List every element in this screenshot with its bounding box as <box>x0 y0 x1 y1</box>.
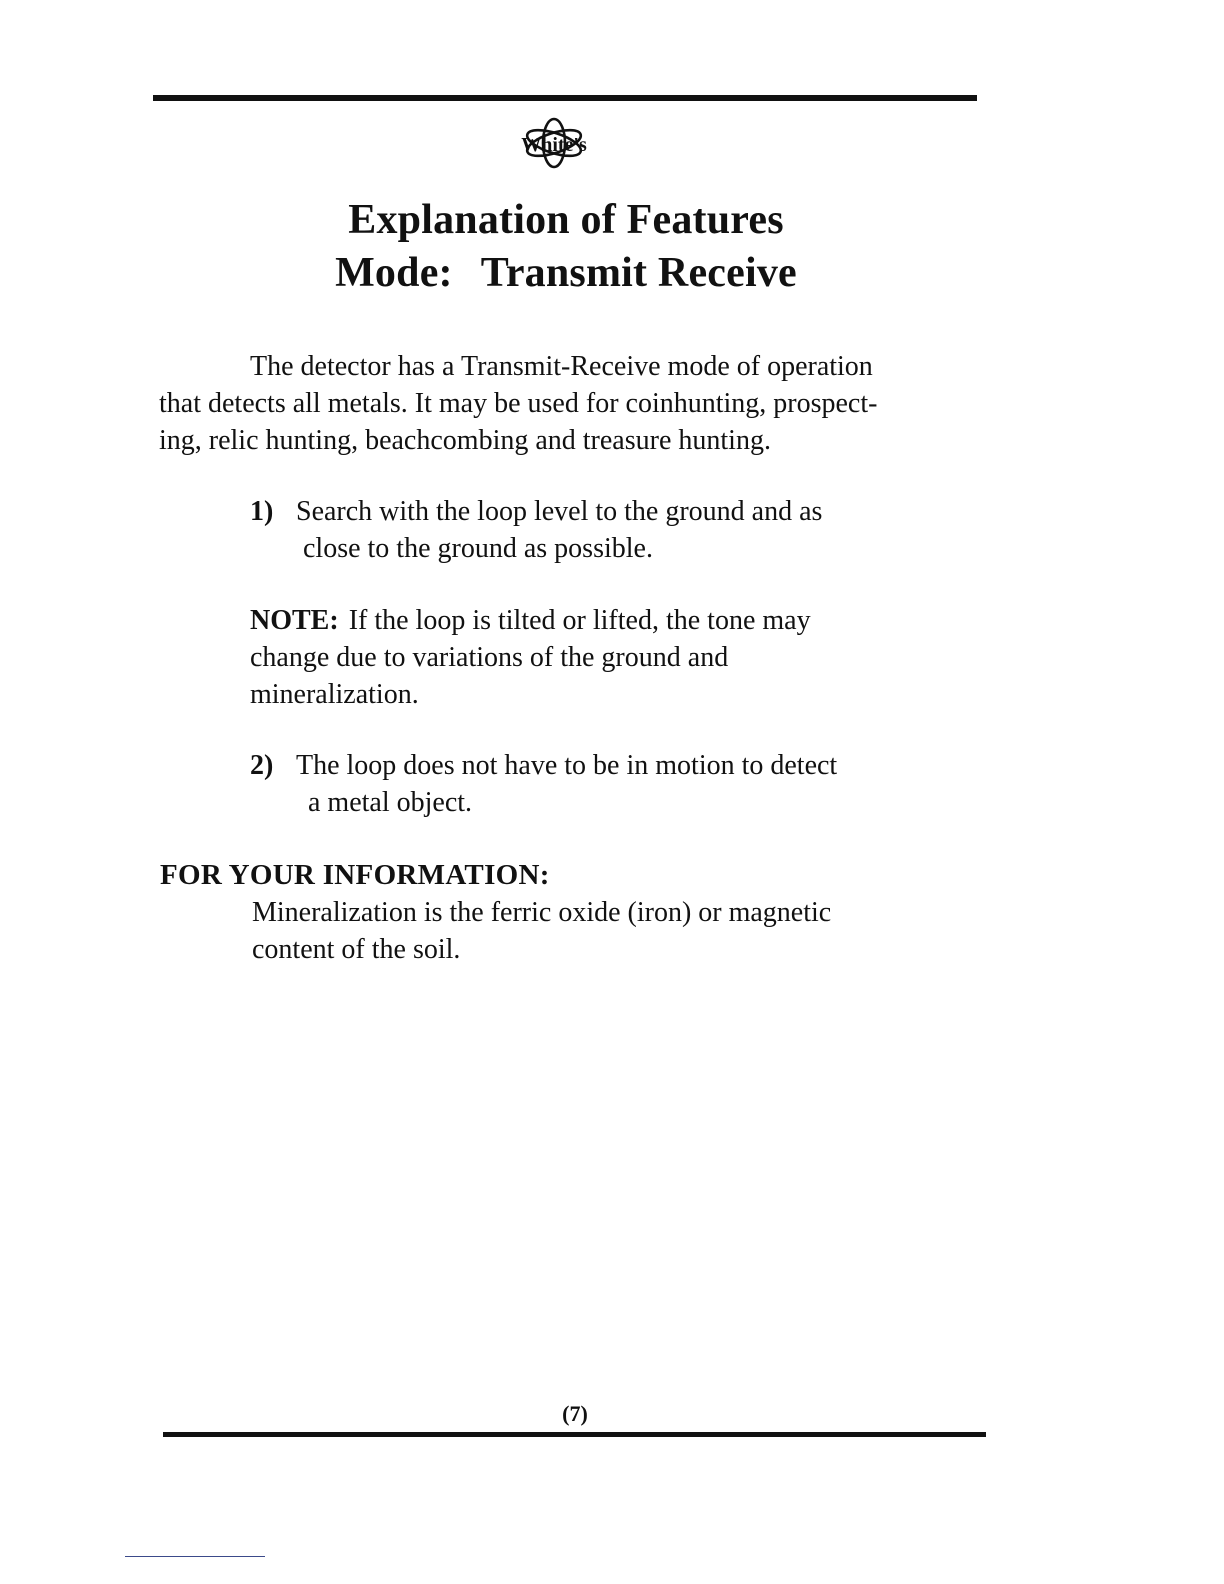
step-2-number: 2) <box>250 750 274 781</box>
step-1-text-line-1: Search with the loop level to the ground and as <box>296 496 823 527</box>
bottom-rule <box>163 1432 986 1437</box>
step-1-text-line-2: close to the ground as possible. <box>303 533 653 564</box>
mode-subtitle <box>0 248 1132 298</box>
step-1 <box>250 493 822 530</box>
corner-mark <box>125 1556 265 1557</box>
intro-line-3: ing, relic hunting, beachcombing and treasure hunting. <box>159 425 771 456</box>
fyi-line-1: Mineralization is the ferric oxide (iron) or magnetic <box>252 897 832 928</box>
step-2-text-line-2: a metal object. <box>308 787 473 818</box>
intro-line-2: that detects all metals. It may be used for coinhunting, prospect- <box>159 388 878 419</box>
step-1-number: 1) <box>250 496 274 527</box>
whites-logo-icon <box>508 115 604 173</box>
fyi-line-2: content of the soil. <box>252 934 461 965</box>
note-line-3: mineralization. <box>250 679 419 710</box>
mode-value: Transmit Receive <box>480 250 797 296</box>
note-line-2: change due to variations of the ground and <box>250 642 729 673</box>
top-rule <box>153 95 977 101</box>
fyi-heading: FOR YOUR INFORMATION: <box>160 859 550 891</box>
mode-label: Mode: <box>335 250 453 296</box>
page-title: Explanation of Features <box>348 197 784 243</box>
page-number: (7) <box>562 1401 588 1426</box>
note-line-1: If the loop is tilted or lifted, the tone may <box>348 605 811 636</box>
note <box>250 602 811 639</box>
step-2-text-line-1: The loop does not have to be in motion to detect <box>296 750 838 781</box>
logo-wordmark: White's <box>521 134 587 156</box>
note-label: NOTE: <box>250 605 339 636</box>
step-2 <box>250 747 837 784</box>
intro-line-1: The detector has a Transmit-Receive mode of operation <box>250 351 873 382</box>
